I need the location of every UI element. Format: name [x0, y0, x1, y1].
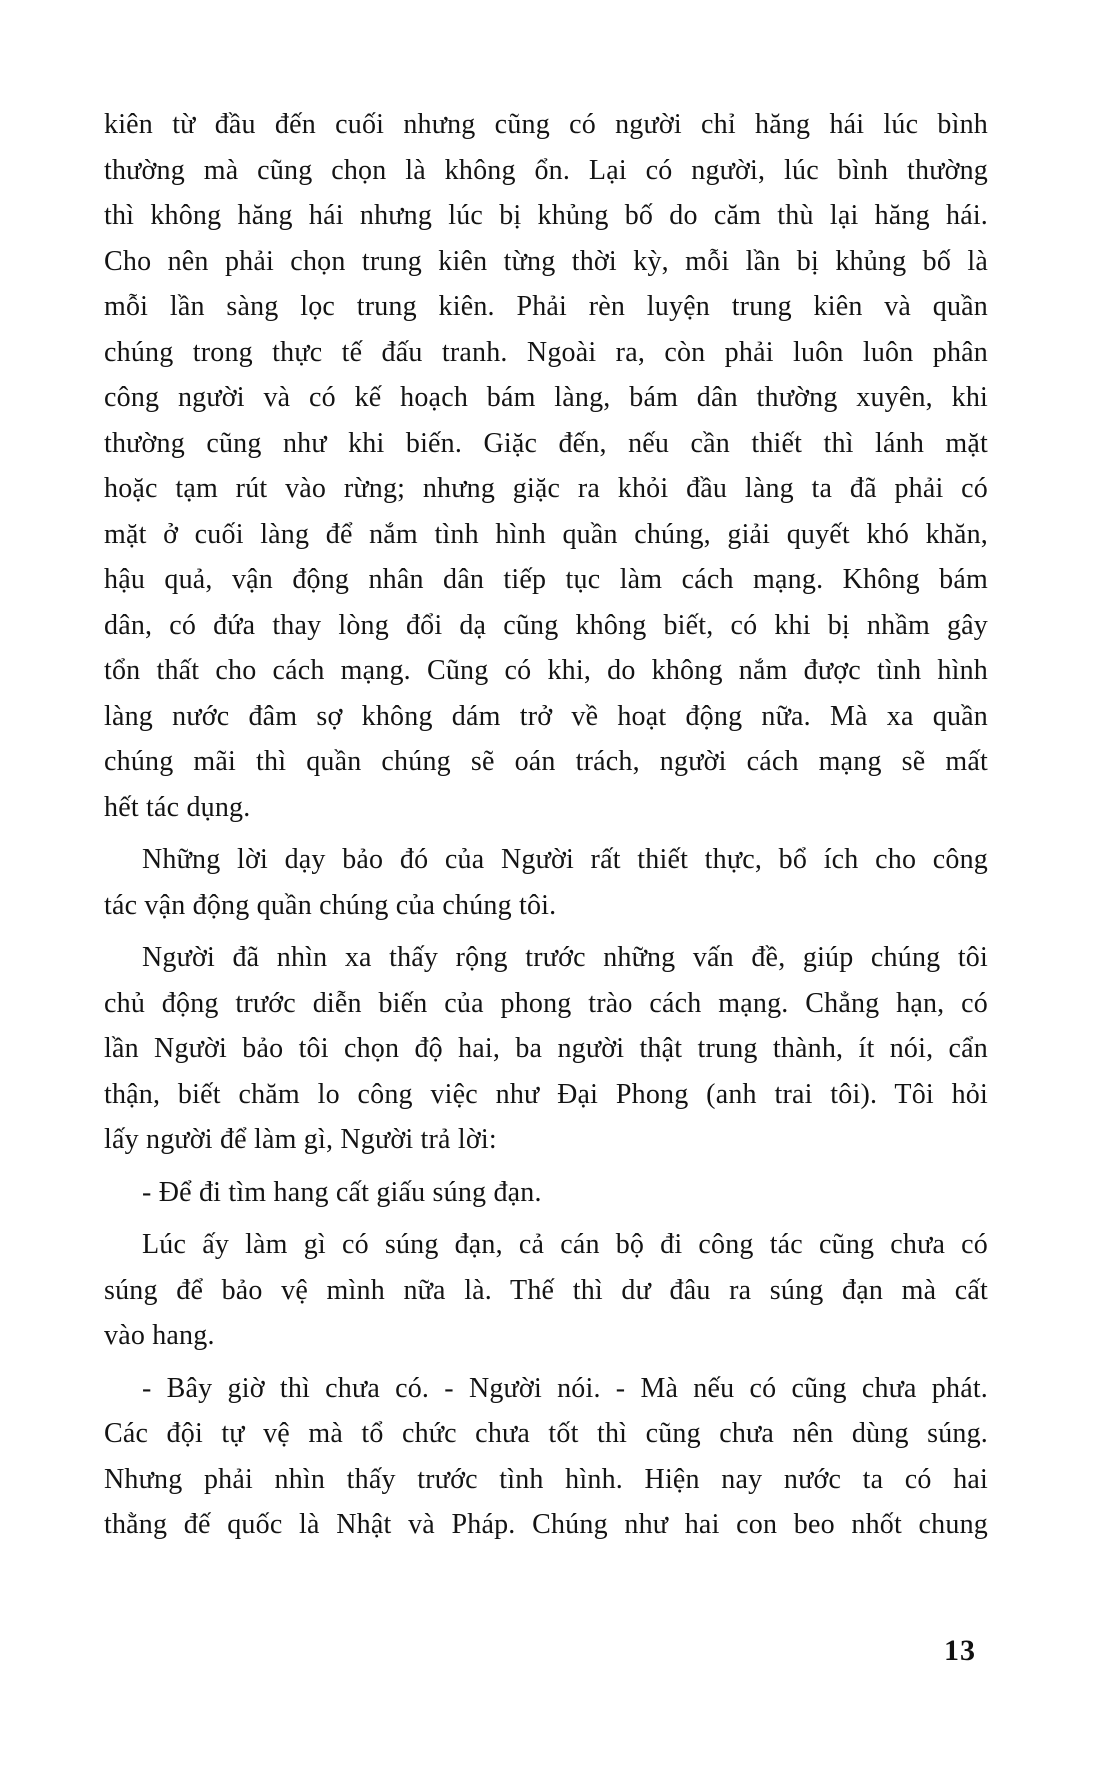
text-line: Cho nên phải chọn trung kiên từng thời kỳ, mỗi lần bị khủng bố là — [104, 245, 988, 277]
text-line: Nhưng phải nhìn thấy trước tình hình. Hiện nay nước ta có hai — [104, 1463, 988, 1495]
text-line: kiên từ đầu đến cuối nhưng cũng có người chỉ hăng hái lúc bình — [104, 109, 988, 140]
text-line: hoặc tạm rút vào rừng; nhưng giặc ra khỏi đầu làng ta đã phải có — [104, 473, 988, 504]
text-line: Người đã nhìn xa thấy rộng trước những vấn đề, giúp chúng tôi — [142, 942, 988, 973]
text-line: Lúc ấy làm gì có súng đạn, cả cán bộ đi công tác cũng chưa có — [142, 1229, 988, 1260]
paragraph — [104, 1366, 988, 1548]
paragraph — [104, 1170, 988, 1216]
text-line: làng nước đâm sợ không dám trở về hoạt động nữa. Mà xa quần — [104, 700, 988, 732]
text-line: lấy người để làm gì, Người trả lời: — [104, 1124, 497, 1155]
text-line: hết tác dụng. — [104, 791, 251, 823]
text-line: thằng đế quốc là Nhật và Pháp. Chúng như hai con beo nhốt chung — [104, 1509, 988, 1540]
text-line: vào hang. — [104, 1320, 215, 1351]
text-line: - Để đi tìm hang cất giấu súng đạn. — [142, 1176, 542, 1208]
paragraph — [104, 935, 988, 1163]
text-line: - Bây giờ thì chưa có. - Người nói. - Mà nếu có cũng chưa phát. — [142, 1372, 988, 1404]
text-line: thường mà cũng chọn là không ổn. Lại có người, lúc bình thường — [104, 154, 988, 186]
paragraph — [104, 102, 988, 830]
text-line: công người và có kế hoạch bám làng, bám dân thường xuyên, khi — [104, 382, 988, 413]
text-line: dân, có đứa thay lòng đổi dạ cũng không biết, có khi bị nhầm gây — [104, 609, 988, 641]
text-block — [104, 102, 988, 1555]
text-line: súng để bảo vệ mình nữa là. Thế thì dư đâu ra súng đạn mà cất — [104, 1274, 988, 1306]
page-number: 13 — [944, 1634, 976, 1667]
text-line: lần Người bảo tôi chọn độ hai, ba người thật trung thành, ít nói, cẩn — [104, 1033, 988, 1064]
text-line: chủ động trước diễn biến của phong trào cách mạng. Chẳng hạn, có — [104, 987, 988, 1019]
text-line: tác vận động quần chúng của chúng tôi. — [104, 889, 557, 921]
text-line: hậu quả, vận động nhân dân tiếp tục làm cách mạng. Không bám — [104, 564, 988, 595]
paragraph — [104, 1222, 988, 1359]
text-line: chúng mãi thì quần chúng sẽ oán trách, người cách mạng sẽ mất — [104, 746, 988, 777]
text-line: thường cũng như khi biến. Giặc đến, nếu cần thiết thì lánh mặt — [104, 427, 988, 459]
paragraph — [104, 837, 988, 928]
text-line: tổn thất cho cách mạng. Cũng có khi, do không nắm được tình hình — [104, 655, 988, 686]
text-line: Những lời dạy bảo đó của Người rất thiết thực, bổ ích cho công — [142, 844, 988, 875]
text-line: Các đội tự vệ mà tổ chức chưa tốt thì cũng chưa nên dùng súng. — [104, 1418, 988, 1449]
text-line: mặt ở cuối làng để nắm tình hình quần chúng, giải quyết khó khăn, — [104, 518, 988, 550]
text-line: thì không hăng hái nhưng lúc bị khủng bố do căm thù lại hăng hái. — [104, 200, 988, 231]
text-line: chúng trong thực tế đấu tranh. Ngoài ra, còn phải luôn luôn phân — [104, 336, 988, 368]
text-line: mỗi lần sàng lọc trung kiên. Phải rèn luyện trung kiên và quần — [104, 291, 988, 322]
text-line: thận, biết chăm lo công việc như Đại Phong (anh trai tôi). Tôi hỏi — [104, 1078, 988, 1110]
